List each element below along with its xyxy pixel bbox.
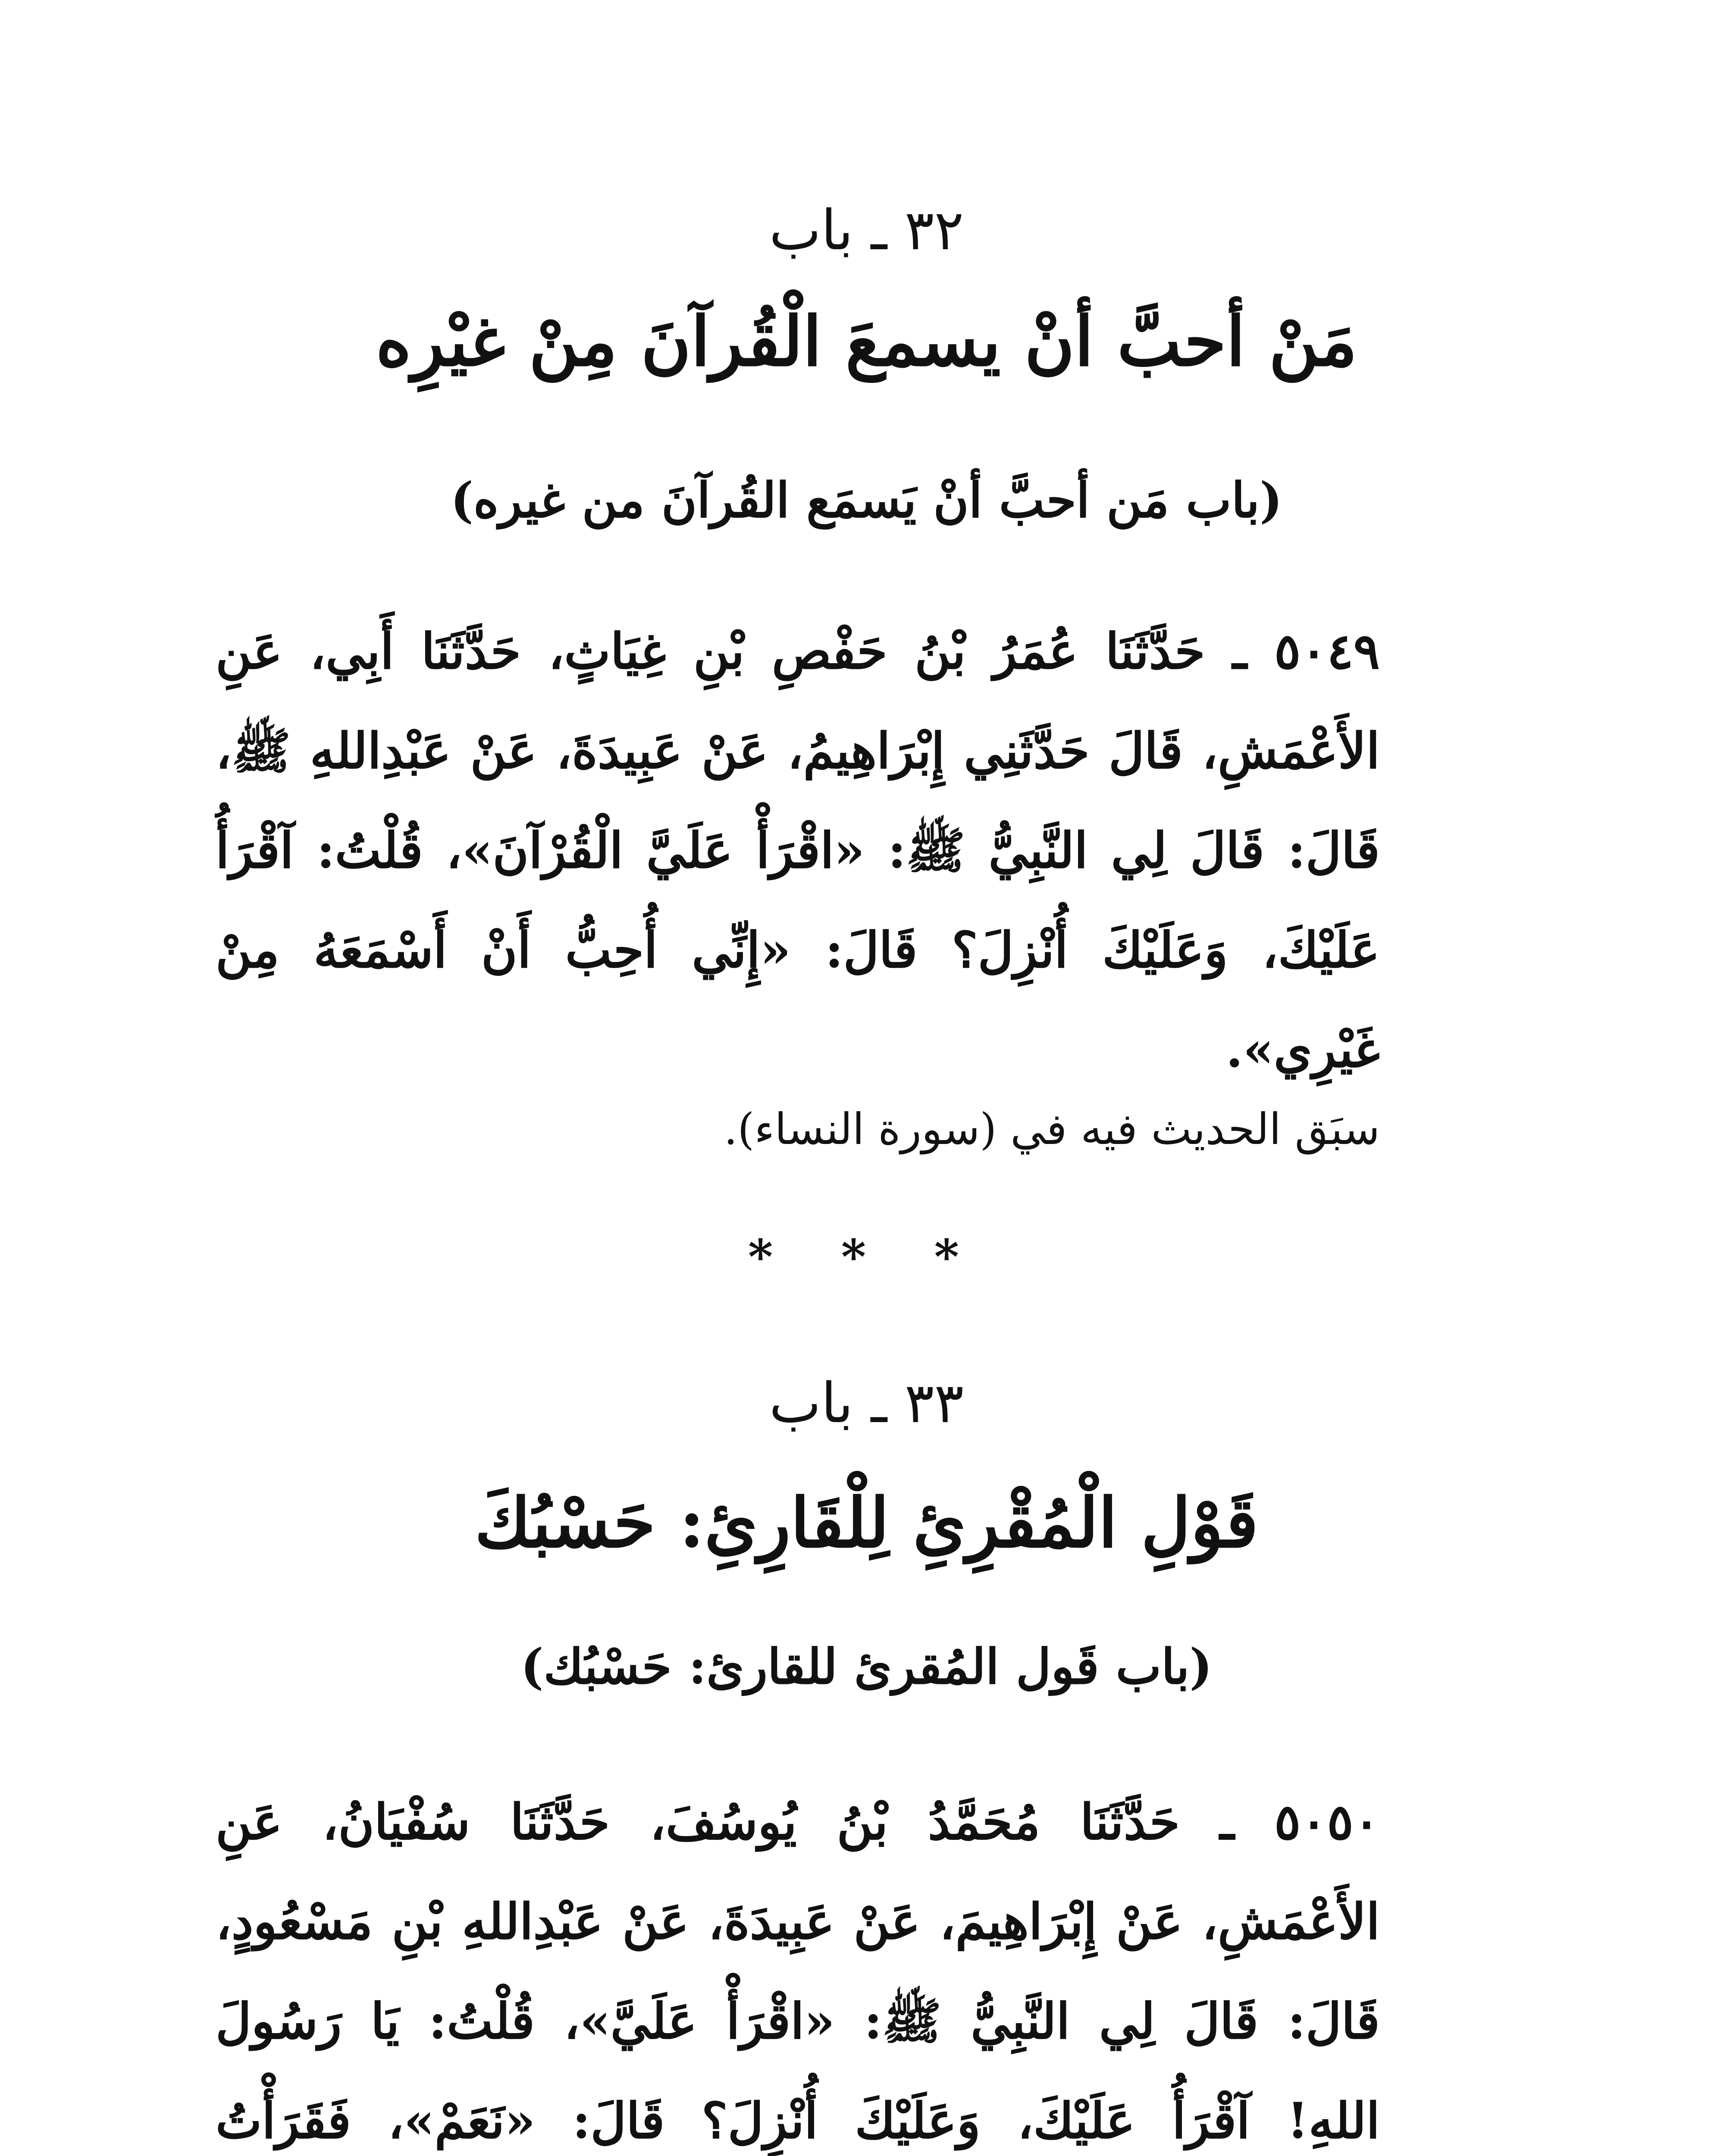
chapter-number-heading: ٣٣ ـ باب [769,1371,964,1435]
hadith-note: سبَق الحديث فيه في (سورة النساء). [724,1104,1380,1154]
chapter-subtitle: (باب قَول المُقرئ للقارئ: حَسْبُك) [520,1639,1213,1695]
section-separator: * * * [748,1229,985,1285]
chapter-title: قَوْلِ الْمُقْرِئِ لِلْقَارِئِ: حَسْبُكَ [474,1483,1259,1563]
hadith-paragraph: ٥٠٤٩ ـ حَدَّثَنَا عُمَرُ بْنُ حَفْصِ بْنِ غِيَاثٍ، حَدَّثَنَا أَبِي، عَنِ الأَعْمَشِ، قَالَ حَدَّثَنِي إِبْرَاهِيمُ، عَنْ عَبِيدَةَ، عَنْ عَبْدِاللهِ ﷺ، قَالَ: قَالَ لِي النَّبِيُّ ﷺ: «اقْرَأْ عَلَيَّ الْقُرْآنَ»، قُلْتُ: آقْرَأُ عَلَيْكَ، وَعَلَيْكَ أُنْزِلَ؟ قَالَ: «إِنِّي أُحِبُّ أَنْ أَسْمَعَهُ مِنْ غَيْرِي». [216,622,1380,1078]
chapter-subtitle: (باب مَن أحبَّ أنْ يَسمَع القُرآنَ من غيره) [450,472,1283,529]
chapter-number-heading: ٣٢ ـ باب [769,198,964,263]
hadith-paragraph: ٥٠٥٠ ـ حَدَّثَنَا مُحَمَّدُ بْنُ يُوسُفَ، حَدَّثَنَا سُفْيَانُ، عَنِ الأَعْمَشِ، عَنْ إِبْرَاهِيمَ، عَنْ عَبِيدَةَ، عَنْ عَبْدِاللهِ بْنِ مَسْعُودٍ، قَالَ: قَالَ لِي النَّبِيُّ ﷺ: «اقْرَأْ عَلَيَّ»، قُلْتُ: يَا رَسُولَ اللهِ! آقْرَأُ عَلَيْكَ، وَعَلَيْكَ أُنْزِلَ؟ قَالَ: «نَعَمْ»، فَقَرَأْتُ [216,1793,1380,2150]
chapter-title: مَنْ أحبَّ أنْ يسمعَ الْقُرآنَ مِنْ غيْرِه [376,302,1357,382]
